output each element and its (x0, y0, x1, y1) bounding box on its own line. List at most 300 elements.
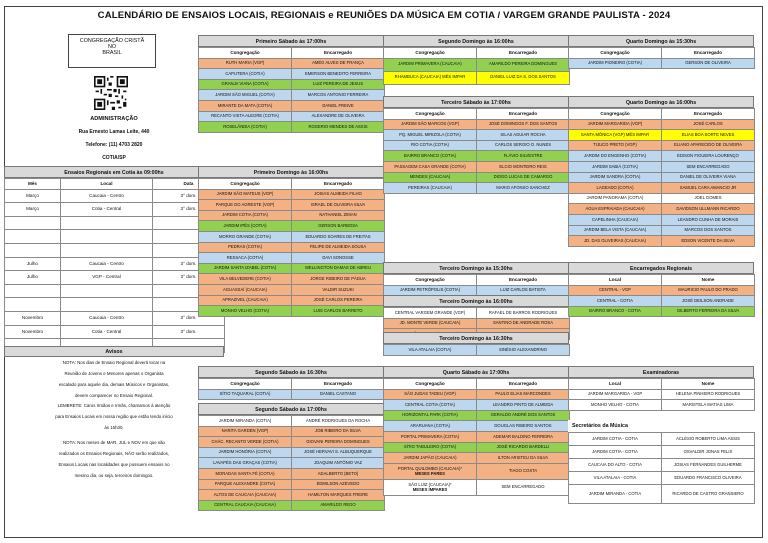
congregation-cell: VILA BELVEDERE (COTIA) (199, 274, 292, 285)
schedule-row (384, 151, 570, 162)
congregation-cell: NARITA GARDEN (VGP) (199, 426, 292, 437)
secretario-row (569, 485, 755, 504)
congregation-cell: PEREIRAS (CAUCAIA) (384, 183, 477, 194)
terceiro-domingo-1630-table (383, 344, 570, 356)
congregation-cell: JD. DAS OLIVEIRAS (CAUCAIA) (569, 236, 662, 247)
secretario-row (569, 472, 755, 485)
aviso-nota-meses (4, 437, 224, 481)
regionais-col-header: Data (153, 179, 225, 190)
encarregado-cell: SANTINO DE ANDRADE ROSA (477, 318, 570, 329)
schedule-row (569, 119, 755, 130)
admin-phone: Telefone: (11) 4703 2820 (85, 142, 143, 148)
encarregado-cell: JOSIAS ALMEIDA FILHO (292, 189, 385, 200)
schedule-row (199, 210, 385, 221)
encarregado-cell: DIOGO LUCAS DE CAMARGO (477, 172, 570, 183)
col-header: Congregação (199, 48, 292, 59)
ccb-logo (68, 34, 156, 68)
aviso-line: Reunião de Jovens e Menores apenas o Organista (64, 371, 164, 377)
regionais-row (5, 257, 225, 271)
column-header-row (384, 109, 570, 120)
primeiro-domingo-table (198, 178, 385, 317)
schedule-row (384, 183, 570, 194)
qr-code (94, 76, 128, 110)
schedule-row (569, 151, 755, 162)
schedule-row (569, 161, 755, 172)
schedule-row (569, 193, 755, 204)
secretario-row (569, 459, 755, 472)
regionais-cell: 3° dom. (153, 311, 225, 325)
local-cell: CAUCAIA DO ALTO - COTIA (569, 459, 662, 472)
col-header: Encarregado (477, 275, 570, 286)
local-cell: VILA ATALAIA - COTIA (569, 472, 662, 485)
congregation-cell: MENDES (CAUCAIA) (384, 172, 477, 183)
local-cell: JARDIM MIRANDA - COTIA (569, 485, 662, 504)
column-header-row (569, 379, 755, 390)
regionais-cell: Novembro (5, 311, 61, 325)
encarregado-cell: GILBERTO FERREIRA DA SILVA (662, 306, 755, 317)
regionais-cell: 3° dom. (153, 189, 225, 203)
congregation-cell: MONHO VELHO - COTIA (569, 400, 662, 411)
congregation-cell: JARDIM SÃO MIGUEL (COTIA) (199, 90, 292, 101)
regionais-cell: Caucaia - Centro (61, 257, 153, 271)
schedule-row (569, 140, 755, 151)
congregation-cell: JARDIM PIONEIRO (COTIA) (569, 58, 662, 69)
schedule-row (199, 274, 385, 285)
congregation-cell: TIJUCO PRETO (VGP) (569, 140, 662, 151)
col-header: Local (569, 275, 662, 286)
schedule-row (199, 58, 385, 69)
schedule-row (199, 458, 385, 469)
congregation-cell: JARDIM MIRANDA (COTIA) (199, 416, 292, 427)
schedule-row (199, 306, 385, 317)
aviso-nota-regional (4, 357, 224, 401)
segundo-sabado-1700-title: Segundo Sábado às 17:00hs (198, 403, 384, 415)
regionais-row (5, 230, 225, 244)
schedule-row (384, 442, 570, 453)
regionais-row (5, 189, 225, 203)
aviso-line: às 15h30. (104, 425, 124, 431)
congregation-cell: VILA ATALAIA (COTIA) (384, 345, 477, 356)
terceiro-domingo-1630-title: Terceiro Domingo às 16:30hs (383, 332, 569, 344)
schedule-row (384, 71, 570, 84)
congregation-note: MESES ÍMPARES (412, 487, 448, 493)
schedule-row (199, 200, 385, 211)
segundo-sabado-1700-table (198, 415, 385, 511)
schedule-row (384, 318, 570, 329)
regionais-row (5, 243, 225, 257)
regionais-row (5, 203, 225, 217)
encarregado-cell: MARCOS ANTONIO FERREIRA (292, 90, 385, 101)
schedule-row (199, 111, 385, 122)
col-header: Nome (662, 275, 755, 286)
schedule-row (384, 172, 570, 183)
encarregado-cell: LUIZ CARLOS BATISTA (477, 285, 570, 296)
quarto-domingo-1530-table (568, 47, 755, 69)
encarregado-cell: WELLINGTON DAMAS DE ABREU (292, 263, 385, 274)
congregation-cell: JARDIM SANDRA (COTIA) (569, 172, 662, 183)
congregation-cell: PQ. MIGUEL MIRIZOLA (COTIA) (384, 130, 477, 141)
encarregado-cell: DANIEL LUIZ DA S. DOS SANTOS (477, 71, 570, 84)
encarregado-cell: RAFAEL DE BARROS RODRIGUES (477, 308, 570, 319)
aviso-line: LEMBRETE: Caros Irmãos e Irmãs, chamamos à atenção (57, 403, 171, 408)
secretarios-table (568, 432, 755, 504)
regionais-row (5, 284, 225, 298)
schedule-row (199, 263, 385, 274)
congregation-cell (384, 463, 477, 479)
encarregado-cell: GERSON BARBOSA (292, 221, 385, 232)
schedule-row (199, 416, 385, 427)
encarregado-cell: DOUGLAS RIBEIRO SANTOS (477, 421, 570, 432)
encarregado-cell: EDUARDO SOARES DE FREITAS (292, 231, 385, 242)
congregation-cell: MONHO VELHO (COTIA) (199, 306, 292, 317)
schedule-row (569, 285, 755, 296)
regionais-cell: Março (5, 189, 61, 203)
congregation-note: MESES PARES (415, 471, 445, 477)
aviso-line: realizados os Ensaios Regionais, NÃO serão realizados, (58, 451, 170, 457)
schedule-row (199, 426, 385, 437)
congregation-cell: CHÁC. RECANTO VERDE (COTIA) (199, 437, 292, 448)
schedule-row (199, 189, 385, 200)
encarregado-cell: EDSON VICENTE DA SILVA (662, 236, 755, 247)
congregation-cell: MORRO GRANDE (COTIA) (199, 231, 292, 242)
logo-line-3: BRASIL (102, 50, 122, 57)
encarregado-cell: SEM ENCARREGADO (477, 479, 570, 495)
regionais-cell: 3° dom. (153, 257, 225, 271)
congregation-cell: MORADAS SANTA FÉ (COTIA) (199, 468, 292, 479)
congregation-name: SÃO LUIZ (CAUCAIA)* (408, 481, 452, 487)
col-header: Congregação (384, 109, 477, 120)
aviso-line: escalado para aquele dia, demais Músicos e Organistas, (58, 382, 170, 388)
encarregado-cell: DAVIDSON ULLMANN RICARDO (662, 204, 755, 215)
regionais-cell (61, 230, 153, 244)
schedule-row (199, 447, 385, 458)
congregation-cell: MIRANTE DA MATA (COTIA) (199, 100, 292, 111)
regionais-title: Ensaios Regionais em Cotia às 09:00hs (4, 166, 224, 178)
congregation-cell: JARDIM IPÊS (COTIA) (199, 221, 292, 232)
congregation-cell: RHAMBUCA (CAUCAIA) MÊS IMPAR (384, 71, 477, 84)
col-header: Congregação (199, 179, 292, 190)
schedule-row (384, 119, 570, 130)
encarregado-cell: JOSÉ HERVAVI S. ALBUQUERQUE (292, 447, 385, 458)
schedule-row (384, 308, 570, 319)
encarregado-cell: LEANDRO PINTO DE ALMEIDA (477, 400, 570, 411)
segundo-domingo-title: Segundo Domingo às 16:00hs (383, 35, 569, 47)
congregation-cell: CAPELINHA (CAUCAIA) (569, 214, 662, 225)
schedule-row (199, 122, 385, 133)
col-header: Congregação (384, 379, 477, 390)
congregation-cell: RUTH MARIA (VGP) (199, 58, 292, 69)
regionais-cell (5, 216, 61, 230)
column-header-row (199, 179, 385, 190)
schedule-row (569, 130, 755, 141)
congregation-cell: AGUASSAÍ (CAUCAIA) (199, 284, 292, 295)
col-header: Congregação (199, 379, 292, 390)
regionais-cell: Julho (5, 271, 61, 285)
encarregado-cell: NATHANIEL ZIMAN (292, 210, 385, 221)
congregation-cell: JARDIM DO ENGENHO (COTIA) (569, 151, 662, 162)
regionais-cell: Cotia - Central (61, 203, 153, 217)
col-header: Encarregado (477, 109, 570, 120)
schedule-row (384, 345, 570, 356)
encarregado-cell: EDISON FIGUEIRA LOURENÇO (662, 151, 755, 162)
encarregado-cell: ADALBERTO (BETO) (292, 468, 385, 479)
congregation-cell: JARDIM HONÓRIA (COTIA) (199, 447, 292, 458)
encarregado-cell: ADEMAR BALDINO FERREIRA (477, 431, 570, 442)
column-header-row (569, 48, 755, 59)
schedule-row (384, 400, 570, 411)
congregation-cell: PEDRAS (COTIA) (199, 242, 292, 253)
regionais-col-header: Mês (5, 179, 61, 190)
regionais-col-header: Local (61, 179, 153, 190)
schedule-row (384, 421, 570, 432)
schedule-row (569, 58, 755, 69)
encarregado-cell: LEANDRO CUNHA DE MORAIS (662, 214, 755, 225)
col-header: Congregação (384, 48, 477, 59)
encarregado-cell: CARLOS SERGIO O. NUNES (477, 140, 570, 151)
column-header-row (384, 48, 570, 59)
nome-cell: RICARDO DE CASTRO GRANSIERO (662, 485, 755, 504)
segundo-sabado-1630-title: Segundo Sábado às 16:30hs (198, 366, 384, 378)
logo-line-2: NO (107, 44, 117, 51)
schedule-row (569, 214, 755, 225)
col-header: Encarregado (662, 109, 755, 120)
schedule-row (384, 161, 570, 172)
col-header: Encarregado (662, 48, 755, 59)
congregation-cell: JARDIM BELA VISTA (CAUCAIA) (569, 225, 662, 236)
congregation-cell: PARQUE DO AGRESTE (VGP) (199, 200, 292, 211)
column-header-row (384, 379, 570, 390)
schedule-row (569, 183, 755, 194)
encarregado-cell: HAMILTON MARQUES FREIRE (292, 490, 385, 501)
congregation-cell: PORTAL PRIMAVERA (COTIA) (384, 431, 477, 442)
congregation-cell: RESSACA (COTIA) (199, 253, 292, 264)
congregation-cell: RECANTO VISTA ALEGRE (COTIA) (199, 111, 292, 122)
congregation-cell: JD. MONTE VERDE (CAUCAIA) (384, 318, 477, 329)
encarregado-cell: DAVI SONOSSE (292, 253, 385, 264)
regionais-row (5, 311, 225, 325)
schedule-row (384, 140, 570, 151)
congregation-cell: LAGEADO (COTIA) (569, 183, 662, 194)
regionais-cell (61, 298, 153, 312)
schedule-row (569, 225, 755, 236)
encarregado-cell: EMERSON BENEDITO FERREIRA (292, 69, 385, 80)
encarregado-cell: ELIANO APARECIDO DE OLIVEIRA (662, 140, 755, 151)
congregation-cell: BAIRRO BRANCO (COTIA) (384, 151, 477, 162)
encarregado-cell: VALDIR SUZUKI (292, 284, 385, 295)
col-header: Congregação (569, 109, 662, 120)
congregation-cell: ALTOS DE CAUCAIA (CAUCAIA) (199, 490, 292, 501)
encarregado-cell: ISRAEL DE OLIVEIRA SILVA (292, 200, 385, 211)
schedule-row (199, 253, 385, 264)
regionais-table (4, 178, 225, 353)
col-header: Congregação (569, 48, 662, 59)
congregation-cell (384, 479, 477, 495)
congregation-name: PORTAL QUILOMBO (CAUCAIA)* (397, 465, 463, 471)
schedule-row (569, 400, 755, 411)
terceiro-domingo-1600-title: Terceiro Domingo às 16:00hs (383, 295, 569, 307)
schedule-row (569, 389, 755, 400)
examinadoras-title: Examinadoras (568, 366, 754, 378)
admin-title: ADMINISTRAÇÃO (90, 116, 138, 122)
page-title: CALENDÁRIO DE ENSAIOS LOCAIS, REGIONAIS e REUNIÕES DA MÚSICA EM COTIA / VARGEM GRANDE PAULISTA - 2024 (97, 10, 671, 21)
admin-address: Rua Ernesto Lamas Leite, 440 (78, 129, 150, 135)
encarregado-cell: LUIZ PEREIRA DE JESUS (292, 79, 385, 90)
segundo-sabado-1630-table (198, 378, 385, 400)
regionais-row (5, 271, 225, 285)
encarregados-regionais-table (568, 274, 755, 317)
encarregado-cell: JOSÉ CARLOS (662, 119, 755, 130)
regionais-cell (61, 216, 153, 230)
congregation-cell: CENTRAL - COTIA (569, 296, 662, 307)
encarregado-cell: JOSÉ DEILSON ANDRADE (662, 296, 755, 307)
schedule-row (199, 90, 385, 101)
schedule-row (384, 453, 570, 464)
schedule-row (199, 500, 385, 511)
schedule-row (384, 58, 570, 71)
schedule-row (384, 463, 570, 479)
local-cell: JARDIM COTIA - COTIA (569, 446, 662, 459)
examinadoras-table (568, 378, 755, 411)
congregation-cell: PARQUE ALEXANDRE (COTIA) (199, 479, 292, 490)
schedule-row (199, 479, 385, 490)
column-header-row (199, 48, 385, 59)
schedule-row (384, 389, 570, 400)
avisos-title: Avisos (4, 346, 224, 357)
encarregado-cell: DANIEL DE OLIVEIRA VIANA (662, 172, 755, 183)
congregation-cell: SÍTIO TABULEIRO (COTIA) (384, 442, 477, 453)
regionais-row (5, 325, 225, 339)
encarregado-cell: GERSON DE OLIVEIRA (662, 58, 755, 69)
primeiro-sabado-title: Primeiro Sábado às 17:00hs (198, 35, 384, 47)
encarregado-cell: AMÉG ALVES DE FRANÇA (292, 58, 385, 69)
schedule-row (384, 130, 570, 141)
encarregado-cell: PAULO ELIAS MARCONDES (477, 389, 570, 400)
terceiro-sabado-title: Terceiro Sábado às 17:00hs (383, 96, 569, 108)
regionais-cell: Caucaia - Centro (61, 189, 153, 203)
encarregado-cell: ANDRÉ RODRIGUES DA ROCHA (292, 416, 385, 427)
encarregado-cell: HELENA PINHEIRO RODRIGUES (662, 389, 755, 400)
schedule-row (569, 306, 755, 317)
quarto-domingo-1600-title: Quarto Domingo às 16:00hs (568, 96, 754, 108)
regionais-cell: 3° dom. (153, 203, 225, 217)
schedule-row (384, 479, 570, 495)
secretario-row (569, 446, 755, 459)
aviso-line: para Ensaios Locais em nossa região que estão tendo início (55, 414, 173, 420)
nome-cell: OSVALDIR JONAS FELIX (662, 446, 755, 459)
congregation-cell: GRANJA VIANA (COTIA) (199, 79, 292, 90)
schedule-row (199, 284, 385, 295)
logo-line-1: CONGREGAÇÃO CRISTÃ (79, 38, 145, 44)
congregation-cell: CENTRAL VARGEM GRANDE (VGP) (384, 308, 477, 319)
admin-city: COTIA/SP (102, 155, 126, 161)
encarregado-cell: FELIPE DE ALMEIDA SOUSA (292, 242, 385, 253)
aviso-line: mesmo dia, ou seja, terceiros domingos. (74, 473, 154, 479)
regionais-cell: Novembro (5, 325, 61, 339)
encarregado-cell: LUIS CARLOS BARRETO (292, 306, 385, 317)
terceiro-domingo-1530-title: Terceiro Domingo às 15:30hs (383, 262, 569, 274)
regionais-cell (5, 243, 61, 257)
schedule-row (384, 410, 570, 421)
congregation-cell: JARDIM SÃO MATEUS (VGP) (199, 189, 292, 200)
congregation-cell: CENTRAL CAUCAIA (CAUCAIA) (199, 500, 292, 511)
encarregado-cell: ELIAS BOA SORTE NEVES (662, 130, 755, 141)
congregation-cell: LAVAPÉS DAS GRAÇAS (COTIA) (199, 458, 292, 469)
col-header: Congregação (384, 275, 477, 286)
col-header: Nome (662, 379, 755, 390)
column-header-row (569, 109, 755, 120)
regionais-cell: VGP - Central (61, 271, 153, 285)
quarto-sabado-table (383, 378, 570, 496)
col-header: Encarregado (292, 48, 385, 59)
schedule-row (199, 468, 385, 479)
encarregado-cell: ELCIO MONTEIRO REIS (477, 161, 570, 172)
encarregado-cell: DANIEL CASTANO (292, 389, 385, 400)
congregation-cell: JARDIM SABIÁ (COTIA) (569, 161, 662, 172)
schedule-row (569, 236, 755, 247)
regionais-cell: 3° dom. (153, 325, 225, 339)
encarregado-cell: JOB RIBEIRO DA SILVA (292, 426, 385, 437)
regionais-cell (61, 284, 153, 298)
encarregado-cell: ILTON ARISTEU DA SILVA (477, 453, 570, 464)
encarregado-cell: GIOVANI PEREIRA DOMINGUES (292, 437, 385, 448)
congregation-cell: JARDIM PETRÓPOLIS (COTIA) (384, 285, 477, 296)
regionais-cell: Julho (5, 257, 61, 271)
congregation-cell: SÍTIO TAQUARAL (COTIA) (199, 389, 292, 400)
regionais-cell: Março (5, 203, 61, 217)
col-header: Encarregado (477, 379, 570, 390)
regionais-cell (5, 284, 61, 298)
congregation-cell: JARDIM SANTA IZABEL (COTIA) (199, 263, 292, 274)
regionais-row (5, 298, 225, 312)
quarto-sabado-title: Quarto Sábado às 17:00hs (383, 366, 569, 378)
column-header-row (384, 275, 570, 286)
quarto-domingo-1530-title: Quarto Domingo às 15:30hs (568, 35, 754, 47)
regionais-cell (5, 230, 61, 244)
schedule-row (199, 242, 385, 253)
encarregado-cell: ROGERIO MENDES DE ASSIS (292, 122, 385, 133)
encarregado-cell: SEM ENCARREGADO (662, 161, 755, 172)
encarregado-cell: JOSÉ DOMINGOS F. DOS SANTOS (477, 119, 570, 130)
col-header: Encarregado (477, 48, 570, 59)
congregation-cell: PASSAGEM CASA GRANDE (COTIA) (384, 161, 477, 172)
encarregado-cell: MARISTELA MATIAS LIMA (662, 400, 755, 411)
congregation-cell: ÁGUA ESPRAIADA (CAUCAIA) (569, 204, 662, 215)
terceiro-sabado-table (383, 108, 570, 194)
congregation-cell: ARARUANA (COTIA) (384, 421, 477, 432)
schedule-row (199, 295, 385, 306)
column-header-row (569, 275, 755, 286)
aviso-line: NOTA: Nos meses de MAR, JUL e NOV em que são (63, 440, 165, 445)
regionais-cell (61, 243, 153, 257)
col-header: Local (569, 379, 662, 390)
congregation-cell: JARDIM COTIA (COTIA) (199, 210, 292, 221)
schedule-row (199, 437, 385, 448)
aviso-lembrete (4, 400, 224, 433)
congregation-cell: JARDIM PRIMAVERA (CAUCAIA) (384, 58, 477, 71)
schedule-row (199, 100, 385, 111)
congregation-cell: JARDIM JAPÃO (CAUCAIA) (384, 453, 477, 464)
schedule-row (199, 69, 385, 80)
terceiro-domingo-1530-table (383, 274, 570, 296)
regionais-cell: 3° dom. (153, 271, 225, 285)
congregation-cell: HORIZONTAL PARK (COTIA) (384, 410, 477, 421)
congregation-cell: CENTRAL - VGP (569, 285, 662, 296)
aviso-line: devem comparecer no Ensaio Regional. (74, 393, 154, 399)
schedule-row (199, 221, 385, 232)
primeiro-sabado-table (198, 47, 385, 133)
encarregado-cell: SAMUEL CARA AMANCIO JR (662, 183, 755, 194)
encarregado-cell: JOEL GOMES (662, 193, 755, 204)
